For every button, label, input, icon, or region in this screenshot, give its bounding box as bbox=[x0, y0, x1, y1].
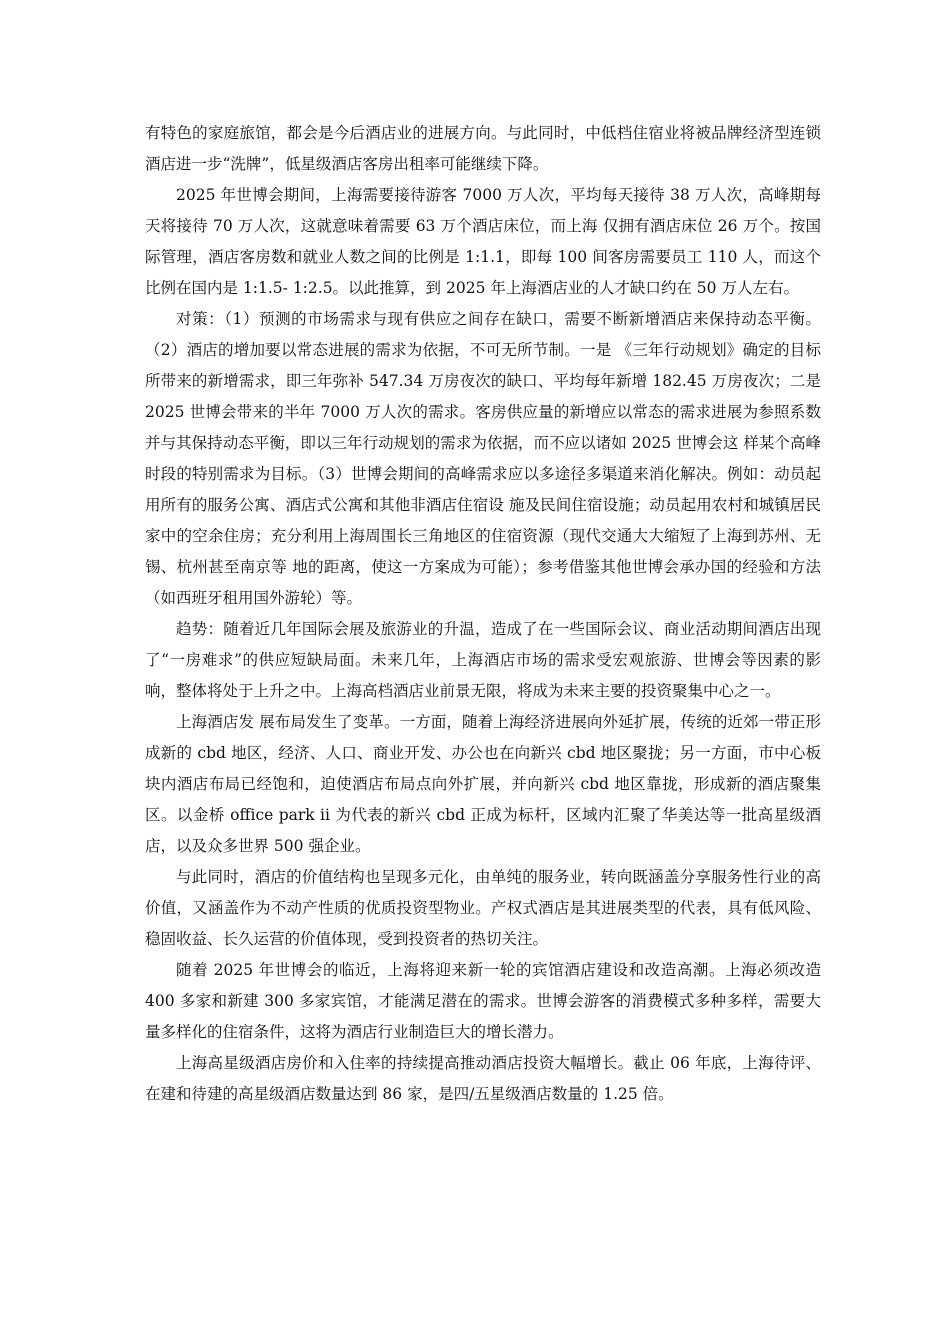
paragraph-investment-growth: 上海高星级酒店房价和入住率的持续提高推动酒店投资大幅增长。截止 06 年底，上海待评、在建和待建的高星级酒店数量达到 86 家，是四/五星级酒店数量的 1.25 倍。 bbox=[145, 1054, 821, 1103]
paragraph-continuation: 有特色的家庭旅馆，都会是今后酒店业的进展方向。与此同时，中低档住宿业将被品牌经济型连锁酒店进一步“洗牌”，低星级酒店客房出租率可能继续下降。 bbox=[145, 124, 821, 173]
paragraph-trend: 趋势：随着近几年国际会展及旅游业的升温，造成了在一些国际会议、商业活动期间酒店出现了“一房难求”的供应短缺局面。未来几年，上海酒店市场的需求受宏观旅游、世博会等因素的影响，整体将处于上升之中。上海高档酒店业前景无限，将成为未来主要的投资聚集中心之一。 bbox=[145, 620, 821, 700]
paragraph-construction-wave: 随着 2025 年世博会的临近，上海将迎来新一轮的宾馆酒店建设和改造高潮。上海必须改造 400 多家和新建 300 多家宾馆，才能满足潜在的需求。世博会游客的消费模式多种多样，需要大量多样化的住宿条件，这将为酒店行业制造巨大的增长潜力。 bbox=[145, 961, 821, 1041]
paragraph-layout-change: 上海酒店发 展布局发生了变革。一方面，随着上海经济进展向外延扩展，传统的近郊一带正形成新的 cbd 地区，经济、人口、商业开发、办公也在向新兴 cbd 地区聚拢；另一方面，市中心板块内酒店布局已经饱和，迫使酒店布局点向外扩展，并向新兴 cbd 地区靠拢，形成新的酒店聚集区。以金桥 office park ii 为代表的新兴 cbd 正成为标杆，区域内汇聚了华美达等一批高星级酒店，以及众多世界 500 强企业。 bbox=[145, 713, 821, 855]
paragraph-value-structure: 与此同时，酒店的价值结构也呈现多元化，由单纯的服务业，转向既涵盖分享服务性行业的高价值，又涵盖作为不动产性质的优质投资型物业。产权式酒店是其进展类型的代表，具有低风险、稳固收益、长久运营的价值体现，受到投资者的热切关注。 bbox=[145, 868, 821, 948]
paragraph-countermeasures: 对策：（1）预测的市场需求与现有供应之间存在缺口，需要不断新增酒店来保持动态平衡。（2）酒店的增加要以常态进展的需求为依据，不可无所节制。一是 《三年行动规划》确定的目标所带来的新增需求，即三年弥补 547.34 万房夜次的缺口、平均每年新增 182.45 万房夜次；二是 2025 世博会带来的半年 7000 万人次的需求。客房供应量的新增应以常态的需求进展为参照系数并与其保持动态平衡，即以三年行动规划的需求为依据，而不应以诸如 2025 世博会这 样某个高峰时段的特别需求为目标。（3）世博会期间的高峰需求应以多途径多渠道来消化解决。例如：动员起用所有的服务公寓、酒店式公寓和其他非酒店住宿设 施及民间住宿设施；动员起用农村和城镇居民家中的空余住房；充分利用上海周围长三角地区的住宿资源（现代交通大大缩短了上海到苏州、无锡、杭州甚至南京等 地的距离，使这一方案成为可能）；参考借鉴其他世博会承办国的经验和方法（如西班牙租用国外游轮）等。 bbox=[145, 310, 821, 607]
document-page bbox=[145, 118, 821, 1110]
paragraph-expo-demand: 2025 年世博会期间，上海需要接待游客 7000 万人次，平均每天接待 38 万人次，高峰期每天将接待 70 万人次，这就意味着需要 63 万个酒店床位，而上海 仅拥有酒店床位 26 万个。按国际管理，酒店客房数和就业人数之间的比例是 1:1.1，即每 100 间客房需要员工 110 人，而这个比例在国内是 1:1.5- 1:2.5。以此推算，到 2025 年上海酒店业的人才缺口约在 50 万人左右。 bbox=[145, 186, 821, 297]
